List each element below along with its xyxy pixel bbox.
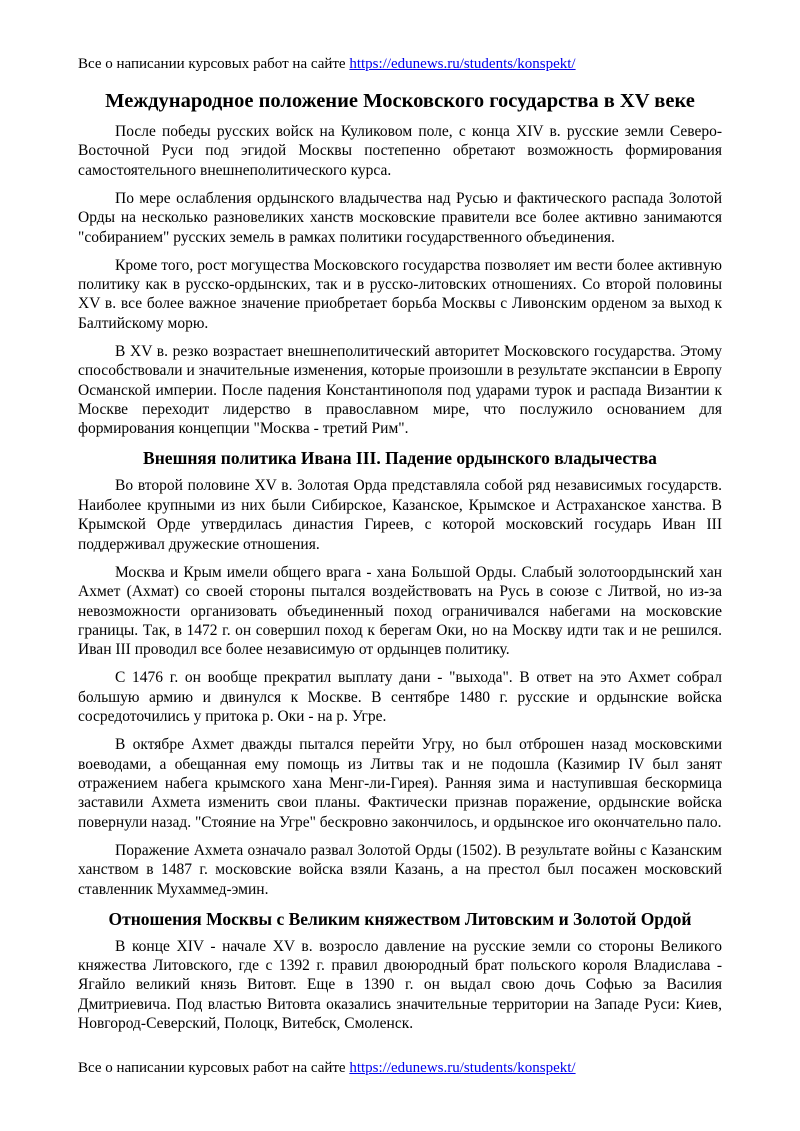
footer-text: Все о написании курсовых работ на сайте	[78, 1060, 350, 1076]
section-lithuania	[78, 908, 722, 1034]
paragraph: По мере ослабления ордынского владычества над Русью и фактического распада Золотой Орды на несколько разновеликих ханств московские правители все более активно занимаются "собиранием" русских земель в рамках политики государственного объединения.	[78, 189, 722, 246]
page-footer	[78, 1059, 722, 1077]
paragraph: После победы русских войск на Куликовом поле, с конца XIV в. русские земли Северо-Восточной Руси под эгидой Москвы постепенно обретают возможность формирования самостоятельного внешнеполитического курса.	[78, 123, 722, 179]
paragraph: Во второй половине XV в. Золотая Орда представляла собой ряд независимых государств. Наиболее крупными из них были Сибирское, Казанское, Крымское и Астраханское ханства. В Крымской Орде утвердилась династия Гиреев, с которой московский государь Иван III поддерживал дружеские отношения.	[78, 477, 722, 553]
section-ivan-iii	[78, 447, 722, 899]
header-link[interactable]: https://edunews.ru/students/konspekt/	[349, 56, 576, 72]
section-intro	[78, 122, 722, 439]
paragraph: Поражение Ахмета означало развал Золотой Орды (1502). В результате войны с Казанским ханством в 1487 г. московские войска взяли Казань, а на престол был посажен московский ставленник Мухаммед-эмин.	[78, 841, 722, 898]
header-text: Все о написании курсовых работ на сайте	[78, 56, 350, 72]
page-header	[78, 55, 722, 73]
paragraph: В XV в. резко возрастает внешнеполитический авторитет Московского государства. Этому способствовали и значительные изменения, которые произошли в результате экспансии в Европу Османской империи. После падения Константинополя под ударами турок и распада Византии к Москве переходит лидерство в православном мире, что послужило основанием для формирования концепции "Москва - третий Рим".	[78, 342, 722, 438]
section-heading: Отношения Москвы с Великим княжеством Литовским и Золотой Ордой	[108, 908, 692, 929]
paragraph: Москва и Крым имели общего врага - хана Большой Орды. Слабый золотоордынский хан Ахмет (Ахмат) со своей стороны пытался воздействовать на Русь в союзе с Литвой, но из-за невозможности организовать объединенный поход ограничивался набегами на московские границы. Так, в 1472 г. он совершил поход к берегам Оки, но на Москву идти так и не решился. Иван III проводил все более независимую от ордынцев политику.	[78, 563, 722, 659]
paragraph: В октябре Ахмет дважды пытался перейти Угру, но был отброшен назад московскими воеводами, а обещанная ему помощь из Литвы так и не подошла (Казимир IV был занят отражением набега крымского хана Менг-ли-Гирея). Ранняя зима и наступившая бескормица заставили Ахмета изменить свои планы. Фактически признав поражение, ордынские войска повернули назад. "Стояние на Угре" бескровно закончилось, и ордынское иго окончательно пало.	[78, 736, 722, 831]
section-heading: Внешняя политика Ивана III. Падение ордынского владычества	[143, 448, 657, 469]
footer-link[interactable]: https://edunews.ru/students/konspekt/	[349, 1060, 576, 1076]
paragraph: С 1476 г. он вообще прекратил выплату дани - "выхода". В ответ на это Ахмет собрал большую армию и двинулся к Москве. В сентябре 1480 г. русские и ордынские войска сосредоточились у притока р. Оки - на р. Угре.	[78, 669, 722, 726]
document-title: Международное положение Московского государства в XV веке	[105, 90, 695, 112]
paragraph: Кроме того, рост могущества Московского государства позволяет им вести более активную политику как в русско-ордынских, так и в русско-литовских отношениях. Со второй половины XV в. все более важное значение приобретает борьба Москвы с Ливонским орденом за выход к Балтийскому морю.	[78, 256, 722, 332]
paragraph: В конце XIV - начале XV в. возросло давление на русские земли со стороны Великого княжества Литовского, где с 1392 г. правил двоюродный брат польского короля Владислава - Ягайло великий князь Витовт. Еще в 1390 г. он выдал свою дочь Софью за Василия Дмитриевича. Под властью Витовта оказались значительные территории на Западе Руси: Киев, Новгород-Северский, Полоцк, Витебск, Смоленск.	[78, 937, 722, 1033]
document-body	[78, 88, 722, 1042]
